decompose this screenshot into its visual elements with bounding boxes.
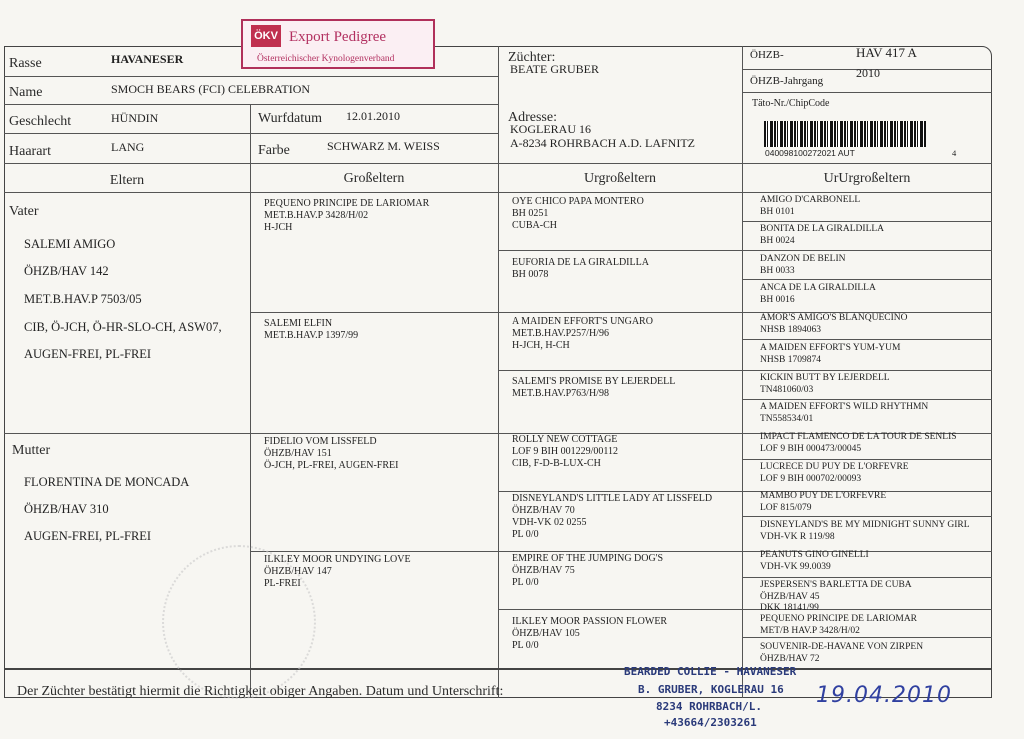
breeder-stamp-line1: BEARDED COLLIE - HAVANESER xyxy=(624,665,797,678)
mutter-label: Mutter xyxy=(12,443,51,458)
chip-code: 040098100272021 AUT xyxy=(765,148,855,158)
footer-statement: Der Züchter bestätigt hiermit die Richtigkeit obiger Angaben. Datum und Unterschrift: xyxy=(17,684,504,699)
oehzb-label: ÖHZB- xyxy=(750,49,784,61)
great-grandparent-cell: DISNEYLAND'S LITTLE LADY AT LISSFELD ÖHZB/HAV 70 VDH-VK 02 0255 PL 0/0 xyxy=(512,493,713,540)
great-grandparent-cell: ILKLEY MOOR PASSION FLOWER ÖHZB/HAV 105 PL 0/0 xyxy=(512,616,668,651)
barcode xyxy=(764,121,926,147)
grandparent-cell: FIDELIO VOM LISSFELD ÖHZB/HAV 151 Ö-JCH, PL-FREI, AUGEN-FREI xyxy=(264,436,399,471)
wurfdatum-value: 12.01.2010 xyxy=(346,109,400,123)
ggg-cell: DANZON DE BELIN BH 0033 xyxy=(760,254,846,276)
breeder-stamp-line4: +43664/2303261 xyxy=(664,716,757,729)
great-grandparent-cell: EMPIRE OF THE JUMPING DOG'S ÖHZB/HAV 75 PL 0/0 xyxy=(512,553,664,588)
ggg-cell: JESPERSEN'S BARLETTA DE CUBA ÖHZB/HAV 45 DKK 18141/99 xyxy=(760,580,912,613)
chip-number: 4 xyxy=(952,148,957,158)
vater-name: SALEMI AMIGO xyxy=(24,237,116,251)
chip-label: Täto-Nr./ChipCode xyxy=(752,98,830,109)
vater-reg2: MET.B.HAV.P 7503/05 xyxy=(24,292,142,306)
grandparent-cell: PEQUENO PRINCIPE DE LARIOMAR MET.B.HAV.P 3428/H/02 H-JCH xyxy=(264,198,430,233)
breeder-stamp-line2: B. GRUBER, KOGLERAU 16 xyxy=(638,683,784,696)
zuechter-label: Züchter: xyxy=(508,50,556,65)
ggg-cell: DISNEYLAND'S BE MY MIDNIGHT SUNNY GIRL VDH-VK R 119/98 xyxy=(760,520,970,542)
signature-date: 19.04.2010 xyxy=(816,683,952,708)
farbe-value: SCHWARZ M. WEISS xyxy=(327,139,440,153)
watermark-seal xyxy=(162,545,316,699)
great-grandparent-cell: A MAIDEN EFFORT'S UNGARO MET.B.HAV.P257/H/96 H-JCH, H-CH xyxy=(512,316,653,351)
grandparent-cell: SALEMI ELFIN MET.B.HAV.P 1397/99 xyxy=(264,318,359,341)
jahrgang-value: 2010 xyxy=(856,66,880,80)
ggg-cell: SOUVENIR-DE-HAVANE VON ZIRPEN ÖHZB/HAV 72 xyxy=(760,642,924,664)
geschlecht-value: HÜNDIN xyxy=(111,111,159,125)
header-ururgrosseltern: UrUrgroßeltern xyxy=(823,171,911,186)
great-grandparent-cell: ROLLY NEW COTTAGE LOF 9 BIH 001229/00112 CIB, F-D-B-LUX-CH xyxy=(512,434,619,469)
ggg-cell: KICKIN BUTT BY LEJERDELL TN481060/03 xyxy=(760,373,890,395)
grandparent-cell: ILKLEY MOOR UNDYING LOVE ÖHZB/HAV 147 PL-FREI xyxy=(264,554,411,589)
haarart-value: LANG xyxy=(111,140,145,154)
zuechter-value: BEATE GRUBER xyxy=(510,62,600,76)
adresse-line1: KOGLERAU 16 xyxy=(510,122,591,136)
mutter-reg: ÖHZB/HAV 310 xyxy=(24,502,109,516)
mutter-name: FLORENTINA DE MONCADA xyxy=(24,475,190,489)
export-pedigree-stamp xyxy=(241,19,435,69)
jahrgang-label: ÖHZB-Jahrgang xyxy=(750,75,824,87)
rasse-value: HAVANESER xyxy=(111,52,184,66)
farbe-label: Farbe xyxy=(258,143,290,158)
ggg-cell: LUCRECE DU PUY DE L'ORFEVRE LOF 9 BIH 000702/00093 xyxy=(760,462,909,484)
oekv-logo: ÖKV xyxy=(251,25,281,47)
great-grandparent-cell: OYE CHICO PAPA MONTERO BH 0251 CUBA-CH xyxy=(512,196,644,231)
vater-titles: CIB, Ö-JCH, Ö-HR-SLO-CH, ASW07, xyxy=(24,320,222,334)
name-label: Name xyxy=(9,85,43,100)
oehzb-value: HAV 417 A xyxy=(856,45,917,60)
adresse-label: Adresse: xyxy=(508,110,557,125)
ggg-cell: A MAIDEN EFFORT'S YUM-YUM NHSB 1709874 xyxy=(760,343,901,365)
ggg-cell: AMIGO D'CARBONELL BH 0101 xyxy=(760,195,861,217)
name-value: SMOCH BEARS (FCI) CELEBRATION xyxy=(111,82,311,96)
geschlecht-label: Geschlecht xyxy=(9,114,72,129)
vater-health: AUGEN-FREI, PL-FREI xyxy=(24,347,152,361)
stamp-subtitle: Österreichischer Kynologenverband xyxy=(257,54,395,64)
ggg-cell: PEANUTS GINO GINELLI VDH-VK 99.0039 xyxy=(760,550,869,572)
ggg-cell: ANCA DE LA GIRALDILLA BH 0016 xyxy=(760,283,876,305)
rasse-label: Rasse xyxy=(9,56,42,71)
stamp-title: Export Pedigree xyxy=(289,29,387,45)
vater-label: Vater xyxy=(9,204,39,219)
header-eltern: Eltern xyxy=(109,173,145,188)
great-grandparent-cell: SALEMI'S PROMISE BY LEJERDELL MET.B.HAV.P763/H/98 xyxy=(512,376,676,399)
ggg-cell: AMOR'S AMIGO'S BLANQUECINO NHSB 1894063 xyxy=(760,313,908,335)
ggg-cell: PEQUENO PRINCIPE DE LARIOMAR MET/B HAV.P 3428/H/02 xyxy=(760,614,918,636)
ggg-cell: A MAIDEN EFFORT'S WILD RHYTHMN TN558534/01 xyxy=(760,402,929,424)
ggg-cell: MAMBO PUY DE L'ORFEVRE LOF 815/079 xyxy=(760,491,887,513)
adresse-line2: A-8234 ROHRBACH A.D. LAFNITZ xyxy=(510,136,696,150)
header-urgrosseltern: Urgroßeltern xyxy=(583,171,657,186)
great-grandparent-cell: EUFORIA DE LA GIRALDILLA BH 0078 xyxy=(512,257,649,280)
ggg-cell: BONITA DE LA GIRALDILLA BH 0024 xyxy=(760,224,885,246)
mutter-health: AUGEN-FREI, PL-FREI xyxy=(24,529,152,543)
wurfdatum-label: Wurfdatum xyxy=(258,111,322,126)
vater-reg: ÖHZB/HAV 142 xyxy=(24,264,109,278)
haarart-label: Haarart xyxy=(9,144,51,159)
breeder-stamp-line3: 8234 ROHRBACH/L. xyxy=(656,700,762,713)
header-grosseltern: Großeltern xyxy=(343,171,405,186)
ggg-cell: IMPACT FLAMENCO DE LA TOUR DE SENLIS LOF 9 BIH 000473/00045 xyxy=(760,432,957,454)
